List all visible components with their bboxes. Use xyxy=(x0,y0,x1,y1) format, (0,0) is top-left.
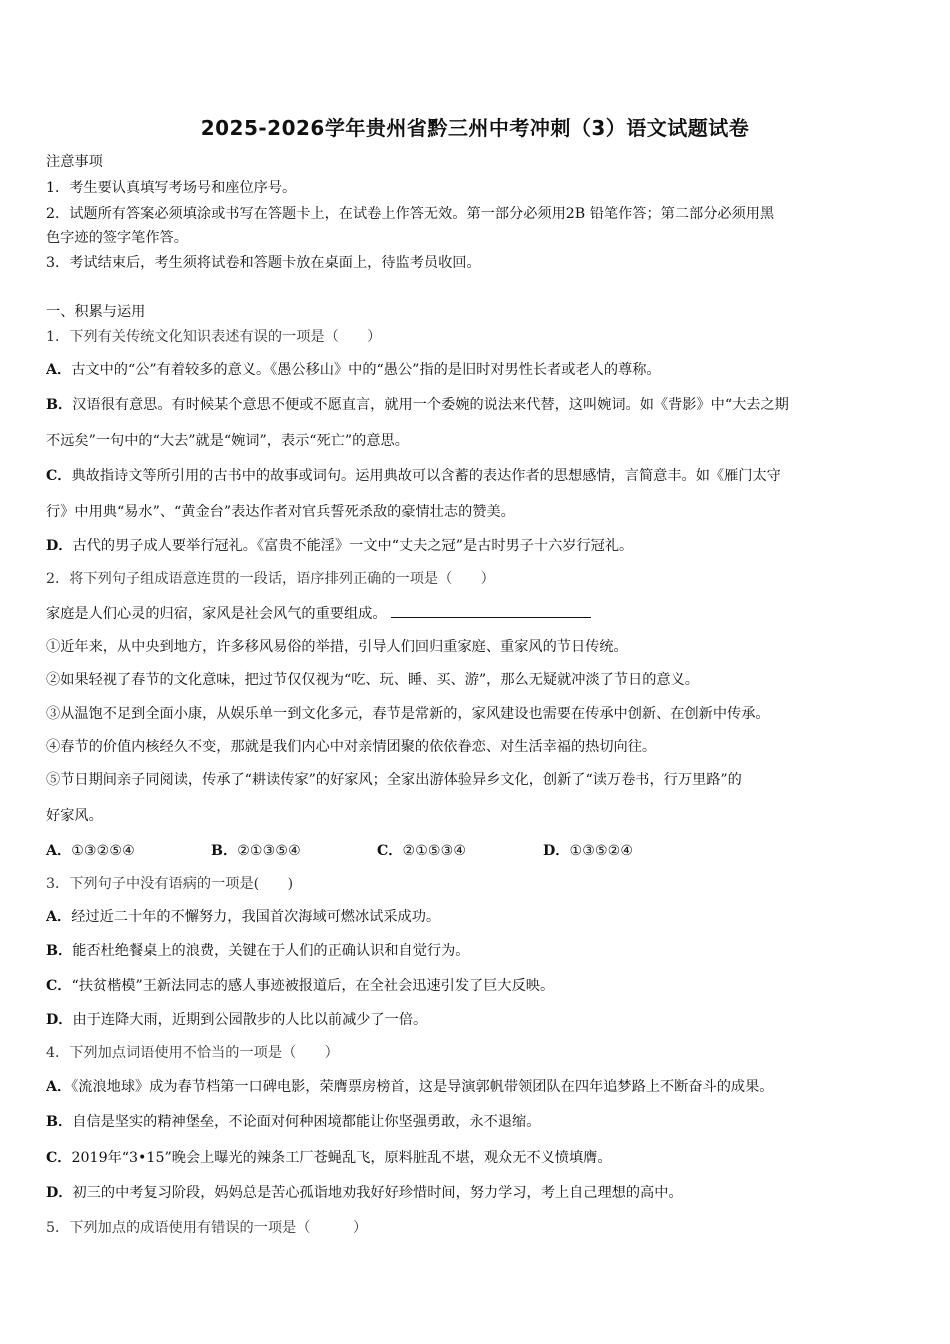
q1-option-c-cont: 行》中用典“易水”、“黄金台”表达作者对官兵誓死杀敌的豪情壮志的赞美。 xyxy=(46,504,515,520)
q4-stem: 4．下列加点词语使用不恰当的一项是（ ） xyxy=(46,1045,339,1061)
q2-sentence-2: ②如果轻视了春节的文化意味，把过节仅仅视为“吃、玩、睡、买、游”，那么无疑就冲淡了节日的意义。 xyxy=(46,672,699,688)
q2-option-b xyxy=(211,841,377,861)
option-label: B． xyxy=(46,943,73,959)
q4-option-a xyxy=(46,1077,911,1097)
q1-option-a xyxy=(46,360,911,380)
option-label: D． xyxy=(46,1185,73,1201)
q2-option-d xyxy=(543,841,633,861)
q2-sentence-1: ①近年来，从中央到地方，许多移风易俗的举措，引导人们回归重家庭、重家风的节日传统。 xyxy=(46,639,628,655)
q2-stem: 2．将下列句子组成语意连贯的一段话，语序排列正确的一项是（ ） xyxy=(46,571,495,587)
q2-option-c xyxy=(377,841,543,861)
option-text: 《流浪地球》成为春节档第一口碑电影，荣膺票房榜首，这是导演郭帆带领团队在四年追梦路上不断奋斗的成果。 xyxy=(71,1079,774,1095)
notice-item-3: 3．考试结束后，考生须将试卷和答题卡放在桌面上，待监考员收回。 xyxy=(46,255,481,271)
notice-item-2: 2．试题所有答案必须填涂或书写在答题卡上，在试卷上作答无效。第一部分必须用2B 铅笔作答；第二部分必须用黑 xyxy=(46,206,775,222)
q2-sentence-5-cont: 好家风。 xyxy=(46,808,103,824)
notice-item-2-cont: 色字迹的签字笔作答。 xyxy=(46,230,188,246)
q4-option-b xyxy=(46,1112,911,1132)
q4-option-d xyxy=(46,1183,911,1203)
option-label: A． xyxy=(46,909,72,925)
option-label: C． xyxy=(46,468,72,484)
q1-option-b xyxy=(46,395,911,415)
exam-title: 2025-2026学年贵州省黔三州中考冲刺（3）语文试题试卷 xyxy=(200,116,750,140)
q2-lead xyxy=(46,603,911,624)
option-text: “扶贫楷模”王新法同志的感人事迹被报道后，在全社会迅速引发了巨大反映。 xyxy=(71,978,555,994)
option-text: ①③②⑤④ xyxy=(71,843,135,859)
notice-heading: 注意事项 xyxy=(46,154,103,170)
answer-blank xyxy=(391,603,591,618)
q3-option-b xyxy=(46,941,911,961)
option-label: D． xyxy=(46,538,73,554)
option-text: ②①③⑤④ xyxy=(237,843,301,859)
q1-option-b-cont: 不远矣”一句中的“大去”就是“婉词”，表示“死亡”的意思。 xyxy=(46,433,409,449)
option-text: 由于连降大雨，近期到公园散步的人比以前减少了一倍。 xyxy=(72,1012,428,1028)
option-label: D． xyxy=(46,1012,73,1028)
q3-stem: 3．下列句子中没有语病的一项是( ) xyxy=(46,876,294,892)
q1-option-d xyxy=(46,536,911,556)
option-label: A． xyxy=(46,843,72,859)
option-text: 典故指诗文等所引用的古书中的故事或词句。运用典故可以含蓄的表达作者的思想感情，言简意丰。如《雁门太守 xyxy=(71,468,781,484)
notice-item-1: 1．考生要认真填写考场号和座位序号。 xyxy=(46,180,297,196)
option-label: C． xyxy=(377,843,403,859)
option-label: B． xyxy=(46,1114,73,1130)
option-label: B． xyxy=(211,843,238,859)
q2-option-a xyxy=(46,841,211,861)
q1-option-c xyxy=(46,466,911,486)
option-label: C． xyxy=(46,978,72,994)
option-text: 古文中的“公”有着较多的意义。《愚公移山》中的“愚公”指的是旧时对男性长者或老人的尊称。 xyxy=(71,362,661,378)
q1-stem: 1．下列有关传统文化知识表述有误的一项是（ ） xyxy=(46,329,382,345)
option-text: ①③⑤②④ xyxy=(569,843,634,859)
option-text: 自信是坚实的精神堡垒，不论面对何种困境都能让你坚强勇敢，永不退缩。 xyxy=(72,1114,541,1130)
option-label: B． xyxy=(46,397,73,413)
q3-option-d xyxy=(46,1010,911,1030)
q4-option-c xyxy=(46,1148,911,1168)
q3-option-a xyxy=(46,907,911,927)
option-text: 能否杜绝餐桌上的浪费，关键在于人们的正确认识和自觉行为。 xyxy=(72,943,470,959)
option-label: A． xyxy=(46,362,72,378)
option-label: A． xyxy=(46,1079,72,1095)
option-label: D． xyxy=(543,843,570,859)
q5-stem: 5．下列加点的成语使用有错误的一项是（ ） xyxy=(46,1220,368,1236)
option-text: 经过近二十年的不懈努力，我国首次海域可燃冰试采成功。 xyxy=(71,909,441,925)
option-text: 初三的中考复习阶段，妈妈总是苦心孤诣地劝我好好珍惜时间，努力学习，考上自己理想的高中。 xyxy=(72,1185,683,1201)
option-text: 汉语很有意思。有时候某个意思不便或不愿直言，就用一个委婉的说法来代替，这叫婉词。如《背影》中“大去之期 xyxy=(72,397,789,413)
q2-lead-text: 家庭是人们心灵的归宿，家风是社会风气的重要组成。 xyxy=(46,606,387,622)
q2-sentence-3: ③从温饱不足到全面小康，从娱乐单一到文化多元，春节是常新的，家风建设也需要在传承中创新、在创新中传承。 xyxy=(46,706,770,722)
option-label: C． xyxy=(46,1150,72,1166)
option-text: ②①⑤③④ xyxy=(402,843,467,859)
section-heading: 一、积累与运用 xyxy=(46,304,146,320)
q3-option-c xyxy=(46,976,911,996)
q2-sentence-4: ④春节的价值内核经久不变，那就是我们内心中对亲情团聚的依依眷恋、对生活幸福的热切向往。 xyxy=(46,739,657,755)
q2-options xyxy=(46,841,633,861)
option-text: 古代的男子成人要举行冠礼。《富贵不能淫》一文中“丈夫之冠”是古时男子十六岁行冠礼。 xyxy=(72,538,634,554)
q2-sentence-5: ⑤节日期间亲子同阅读，传承了“耕读传家”的好家风；全家出游体验异乡文化，创新了“读万卷书，行万里路”的 xyxy=(46,772,742,788)
option-text: 2019年“3•15”晚会上曝光的辣条工厂苍蝇乱飞，原料脏乱不堪，观众无不义愤填膺。 xyxy=(71,1150,612,1166)
